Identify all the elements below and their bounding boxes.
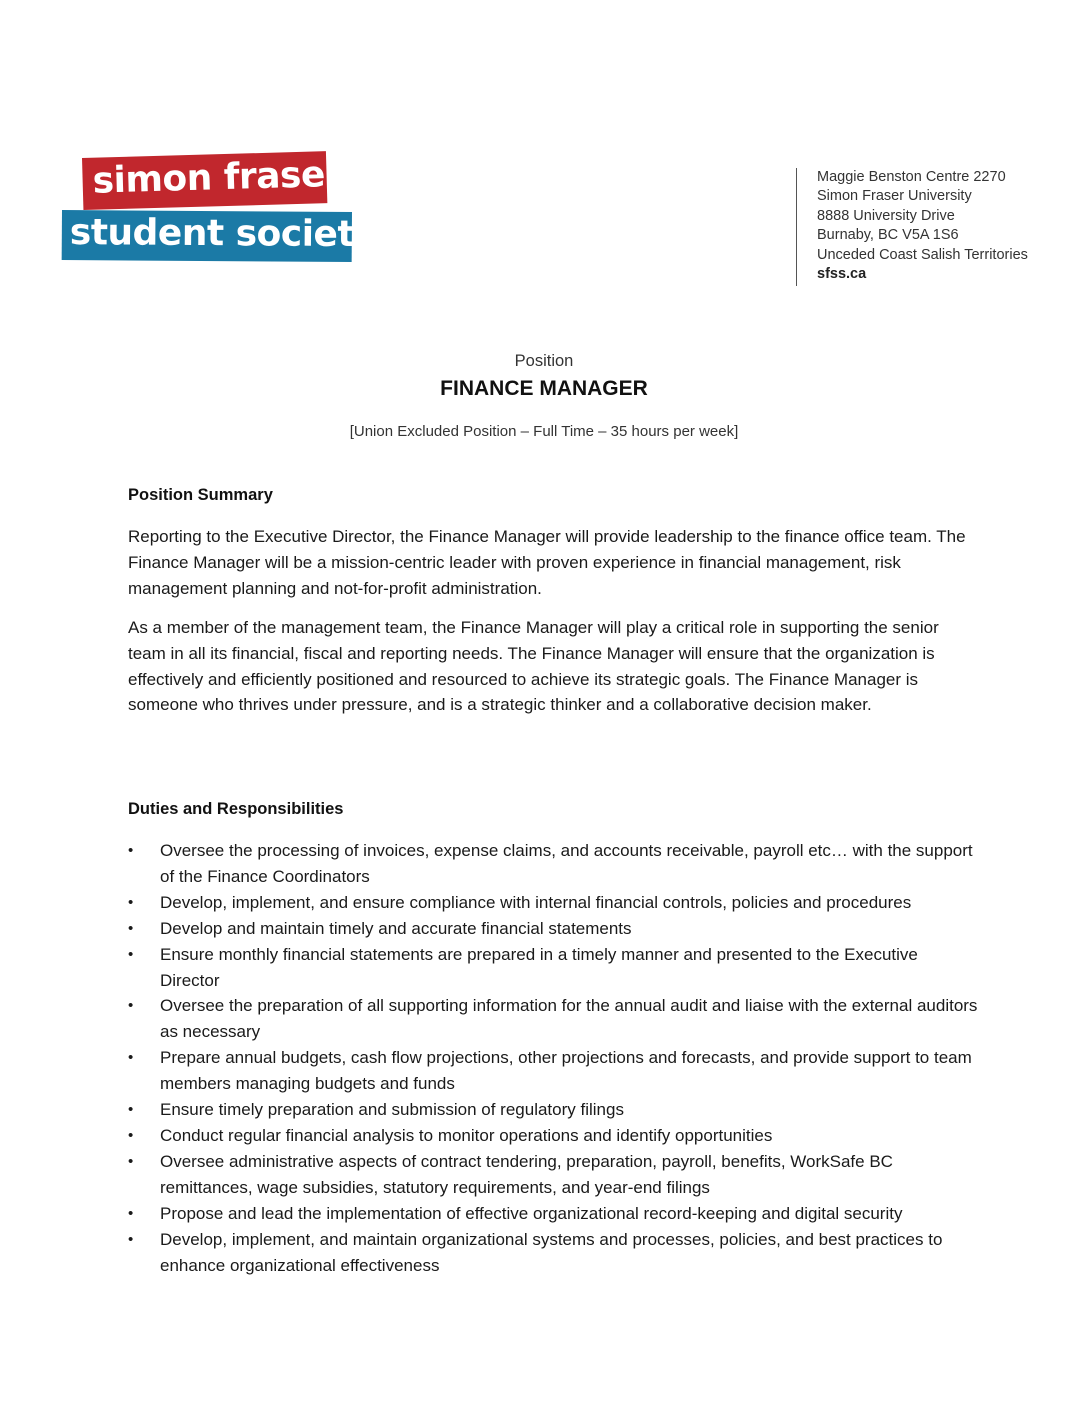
list-item (128, 1201, 978, 1227)
position-label: Position (514, 352, 574, 370)
duty-text: Oversee administrative aspects of contract tendering, preparation, payroll, benefits, WorkSafe BC remittances, wage subsidies, statutory requirements, and year-end filings (160, 1151, 893, 1197)
logo-bottom-band (62, 210, 378, 262)
bullet-icon: • (128, 893, 134, 911)
sfss-logo (62, 153, 378, 262)
duty-text: Develop, implement, and maintain organizational systems and processes, policies, and best practices to enhance organizational effectiveness (160, 1229, 943, 1275)
list-item (128, 1227, 978, 1279)
bullet-icon: • (128, 945, 134, 963)
list-item (128, 838, 978, 890)
duty-text: Oversee the preparation of all supporting information for the annual audit and liaise with the external auditors as necessary (160, 996, 978, 1042)
summary-heading: Position Summary (128, 486, 273, 504)
duty-text: Develop, implement, and ensure compliance with internal financial controls, policies and procedures (160, 892, 912, 912)
duty-text: Ensure monthly financial statements are prepared in a timely manner and presented to the Executive Director (160, 944, 918, 990)
bullet-icon: • (128, 1230, 134, 1248)
duty-text: Prepare annual budgets, cash flow projections, other projections and forecasts, and provide support to team members managing budgets and funds (160, 1048, 972, 1094)
duty-text: Ensure timely preparation and submission of regulatory filings (160, 1100, 624, 1120)
duty-text: Propose and lead the implementation of effective organizational record-keeping and digital security (160, 1203, 903, 1223)
duties-list (128, 838, 978, 1278)
address-line: Burnaby, BC V5A 1S6 (817, 227, 959, 244)
website-link[interactable]: sfss.ca (817, 265, 867, 282)
summary-text: As a member of the management team, the Finance Manager will play a critical role in supporting the senior team in all its financial, fiscal and reporting needs. The Finance Manager will ensure that the organization is effectively and efficiently positioned and resourced to achieve its strategic goals. The Finance Manager is someone who thrives under pressure, and is a strategic thinker and a collaborative decision maker. (128, 618, 939, 715)
duty-text: Conduct regular financial analysis to monitor operations and identify opportunities (160, 1125, 773, 1145)
address-line: Maggie Benston Centre 2270 (817, 169, 1006, 185)
address-line: 8888 University Drive (817, 207, 955, 224)
position-subtitle: [Union Excluded Position – Full Time – 35 hours per week] (349, 423, 739, 440)
logo-top-band (82, 151, 343, 210)
list-item (128, 1123, 978, 1149)
address-block (796, 168, 1028, 286)
bullet-icon: • (128, 1101, 134, 1119)
bullet-icon: • (128, 1126, 134, 1144)
logo-line-1: simon fraser (92, 153, 343, 202)
duties-heading: Duties and Responsibilities (128, 800, 344, 818)
list-item (128, 1097, 978, 1123)
bullet-icon: • (128, 842, 134, 859)
summary-paragraph-1 (128, 524, 968, 601)
duty-text: Develop and maintain timely and accurate financial statements (160, 918, 632, 938)
bullet-icon: • (128, 1152, 134, 1170)
summary-text: Reporting to the Executive Director, the Finance Manager will provide leadership to the finance office team. The Finance Manager will be a mission-centric leader with proven experience in financial management, risk management planning and not-for-profit administration. (128, 527, 966, 598)
address-line: Unceded Coast Salish Territories (817, 246, 1028, 263)
list-item (128, 890, 978, 916)
bullet-icon: • (128, 919, 134, 937)
address-line: Simon Fraser University (817, 188, 972, 205)
bullet-icon: • (128, 997, 134, 1015)
list-item (128, 942, 978, 994)
logo-line-2: student society (69, 212, 378, 256)
duty-text: Oversee the processing of invoices, expense claims, and accounts receivable, payroll etc… with the support of the Finance Coordinators (160, 841, 973, 886)
summary-paragraph-2 (128, 615, 968, 718)
bullet-icon: • (128, 1204, 134, 1222)
list-item (128, 993, 978, 1045)
list-item (128, 1045, 978, 1097)
position-title: FINANCE MANAGER (440, 377, 648, 400)
list-item (128, 916, 978, 942)
list-item (128, 1149, 978, 1201)
bullet-icon: • (128, 1049, 134, 1067)
